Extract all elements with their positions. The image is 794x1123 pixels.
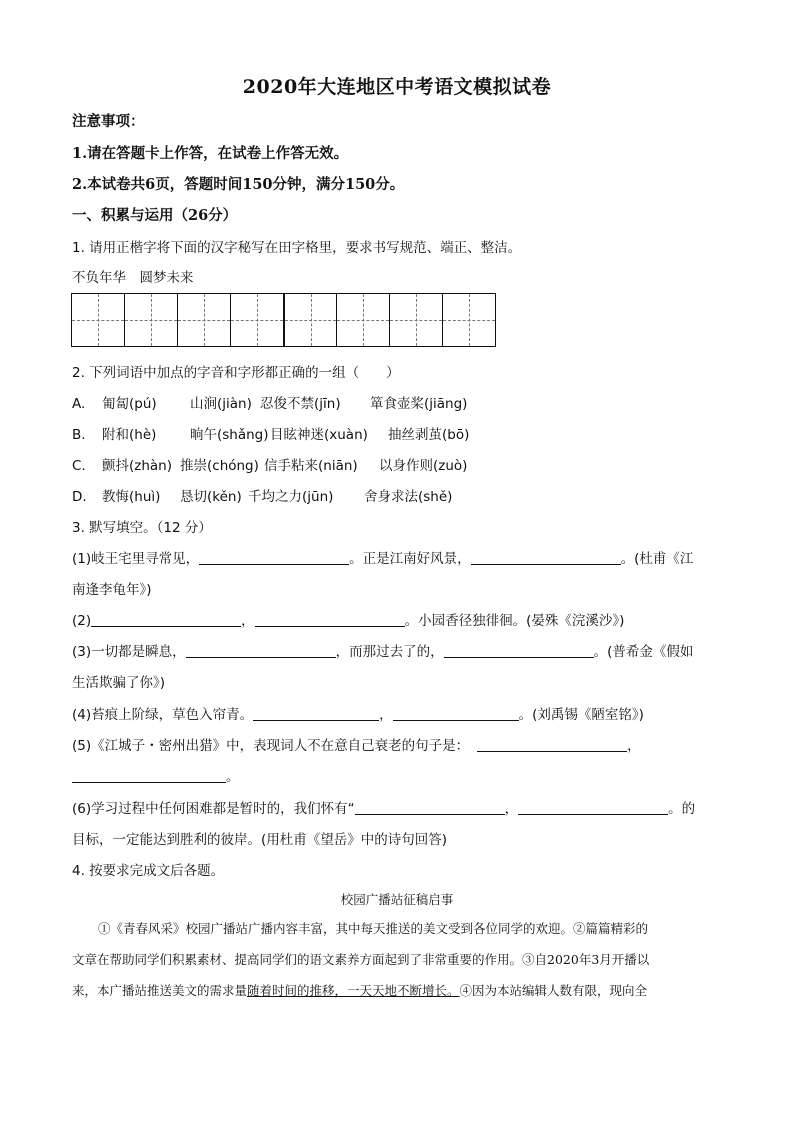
- fill-6-cont: 目标，一定能达到胜利的彼岸。(用杜甫《望岳》中的诗句回答): [72, 832, 448, 848]
- grid-cell[interactable]: [389, 293, 443, 347]
- option-word: 匍匐(pú): [102, 396, 157, 412]
- fill-1-cont: 南逢李龟年》): [72, 582, 152, 598]
- fill-blank[interactable]: [91, 612, 241, 627]
- fill-blank[interactable]: [253, 706, 379, 721]
- option-word: 晌午(shǎng): [190, 427, 269, 443]
- fill-text: 。(杜甫《江: [620, 551, 694, 567]
- tianzi-grid[interactable]: [72, 293, 496, 347]
- fill-6: [72, 797, 722, 817]
- fill-text: ，而那过去了的，: [335, 644, 444, 660]
- question-3: 3. 默写填空。（12 分）: [72, 520, 212, 536]
- grid-cell[interactable]: [442, 293, 496, 347]
- grid-cell[interactable]: [230, 293, 284, 347]
- question-2: 2. 下列词语中加点的字音和字形都正确的一组（ ）: [72, 365, 400, 381]
- option-word: 信手粘来(niān): [264, 458, 358, 474]
- fill-blank[interactable]: [518, 800, 668, 815]
- option-word: 教悔(huì): [102, 489, 161, 505]
- copy-words: 不负年华 圆梦未来: [72, 270, 194, 286]
- option-c[interactable]: [72, 454, 722, 474]
- fill-text: 。的: [668, 801, 696, 817]
- option-word: 颤抖(zhàn): [102, 458, 173, 474]
- fill-blank[interactable]: [471, 550, 621, 565]
- fill-blank[interactable]: [444, 643, 594, 658]
- question-1: 1. 请用正楷字将下面的汉字秘写在田字格里，要求书写规范、端正、整洁。: [72, 240, 522, 256]
- fill-2: [72, 609, 722, 629]
- grid-cell[interactable]: [71, 293, 125, 347]
- fill-blank[interactable]: [393, 706, 519, 721]
- fill-text: 。正是江南好风景，: [349, 551, 471, 567]
- fill-3-cont: 生活欺骗了你》): [72, 675, 166, 691]
- option-word: 山涧(jiàn): [190, 396, 252, 412]
- fill-blank[interactable]: [355, 800, 505, 815]
- grid-cell[interactable]: [283, 293, 337, 347]
- notice-text: ④因为本站编辑人数有限，现向全: [459, 983, 648, 998]
- notice-text: 来，本广播站推送美文的需求量: [72, 983, 248, 998]
- option-word: 箪食壶桨(jiāng): [370, 396, 468, 412]
- fill-blank[interactable]: [477, 737, 627, 752]
- fill-text: 。(普希金《假如: [593, 644, 694, 660]
- notice-underlined-text: 随着时间的推移，一天天地不断增长。: [247, 983, 460, 998]
- fill-text: 。: [226, 769, 240, 785]
- page-title: 2020年大连地区中考语文模拟试卷: [242, 76, 552, 98]
- section-heading: 一、积累与运用（26分）: [72, 207, 238, 224]
- option-b[interactable]: [72, 423, 722, 443]
- notes-item-1: 1.请在答题卡上作答，在试卷上作答无效。: [72, 145, 349, 162]
- option-word: 舍身求法(shě): [364, 489, 453, 505]
- option-word: 抽丝剥茧(bō): [388, 427, 470, 443]
- notes-heading: 注意事项：: [72, 113, 145, 130]
- fill-5-cont: [72, 765, 722, 785]
- question-4: 4. 按要求完成文后各题。: [72, 863, 225, 879]
- notice-line-1: ①《青春风采》校园广播站广播内容丰富，其中每天推送的美文受到各位同学的欢迎。②篇篇精彩的: [98, 921, 649, 936]
- option-word: 忍俊不禁(jīn): [260, 396, 341, 412]
- fill-3: [72, 640, 722, 660]
- option-word: 恳切(kěn): [180, 489, 242, 505]
- option-word: 推崇(chóng): [180, 458, 259, 474]
- option-label: D.: [72, 489, 87, 505]
- fill-text: (3)一切都是瞬息，: [72, 644, 186, 660]
- fill-text: 。小园香径独徘徊。(晏殊《浣溪沙》): [404, 613, 625, 629]
- fill-text: (6)学习过程中任何困难都是暂时的，我们怀有“: [72, 801, 355, 817]
- option-a[interactable]: [72, 392, 722, 412]
- option-d[interactable]: [72, 485, 722, 505]
- fill-blank[interactable]: [72, 768, 226, 783]
- fill-text: (5)《江城子・密州出猎》中，表现词人不在意自己衰老的句子是：: [72, 738, 470, 754]
- option-word: 以身作则(zuò): [379, 458, 468, 474]
- fill-text: (4)苔痕上阶绿，草色入帘青。: [72, 707, 254, 723]
- notice-line-3: [72, 975, 724, 1006]
- option-word: 千均之力(jūn): [248, 489, 334, 505]
- option-word: 目眩神迷(xuàn): [270, 427, 368, 443]
- fill-blank[interactable]: [186, 643, 336, 658]
- option-label: C.: [72, 458, 86, 474]
- fill-1: [72, 547, 722, 567]
- grid-cell[interactable]: [124, 293, 178, 347]
- notice-title: 校园广播站征稿启事: [340, 892, 454, 907]
- fill-text: ，: [627, 738, 641, 754]
- notice-line-2: 文章在帮助同学们积累素材、提高同学们的语文素养方面起到了非常重要的作用。③自2020年3月开播以: [72, 952, 650, 967]
- option-label: A.: [72, 396, 86, 412]
- fill-text: (2): [72, 613, 92, 629]
- fill-text: ，: [504, 801, 519, 817]
- notes-item-2: 2.本试卷共6页，答题时间150分钟，满分150分。: [72, 176, 405, 193]
- fill-text: ，: [379, 707, 393, 723]
- fill-text: (1)岐王宅里寻常见，: [72, 551, 200, 567]
- option-word: 附和(hè): [102, 427, 157, 443]
- fill-text: ，: [241, 613, 255, 629]
- fill-text: 。(刘禹锡《陋室铭》): [518, 707, 644, 723]
- fill-blank[interactable]: [255, 612, 405, 627]
- fill-4: [72, 703, 722, 723]
- option-label: B.: [72, 427, 86, 443]
- fill-5: [72, 734, 722, 754]
- fill-blank[interactable]: [199, 550, 349, 565]
- grid-cell[interactable]: [336, 293, 390, 347]
- grid-cell[interactable]: [177, 293, 231, 347]
